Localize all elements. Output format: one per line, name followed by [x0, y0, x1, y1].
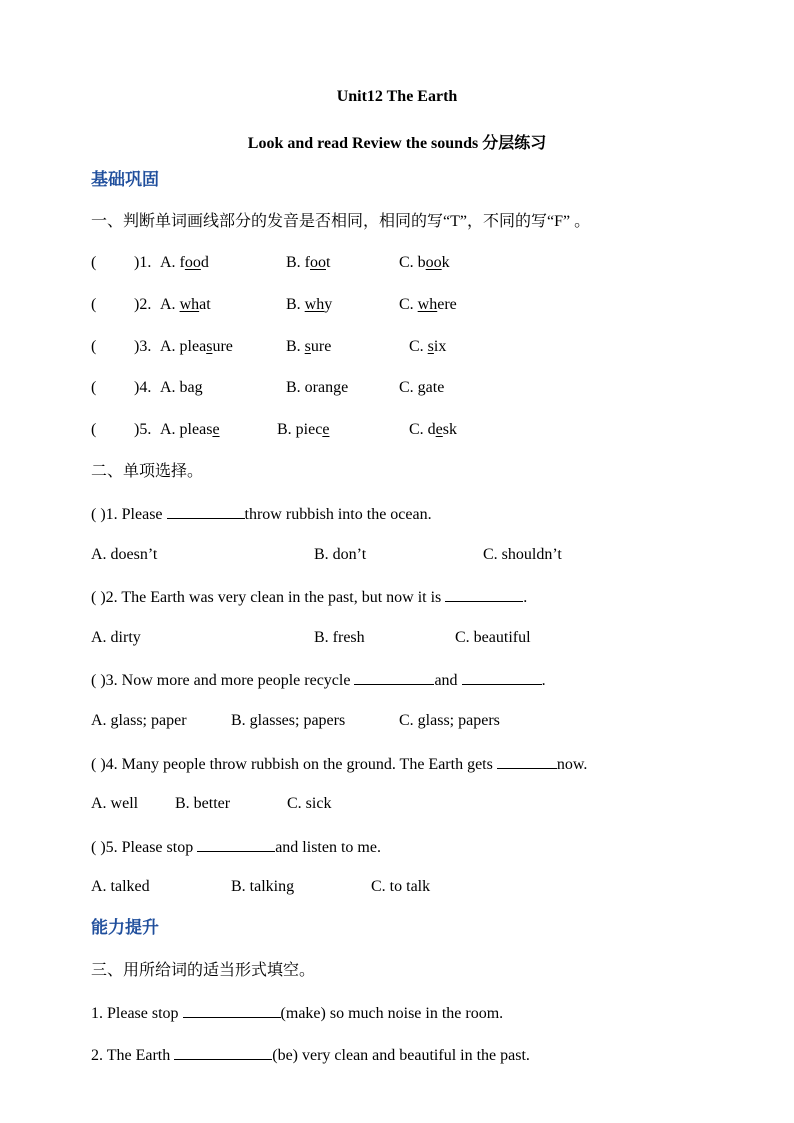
question-number: )3. — [134, 338, 152, 355]
mc-question-4: ( )4. Many people throw rubbish on the ground. The Earth gets now. — [91, 756, 588, 773]
question-number: )2. — [134, 296, 152, 313]
question-number: )4. — [134, 379, 152, 396]
answer-blank[interactable] — [174, 1045, 272, 1060]
option-c: C. sick — [287, 795, 332, 812]
option-a: A. dirty — [91, 629, 141, 646]
option-c: C. glass; papers — [399, 712, 500, 729]
option-b: B. sure — [286, 338, 332, 355]
mc-question-1: ( )1. Please throw rubbish into the ocean. — [91, 506, 432, 523]
option-a: A. pleasure — [160, 338, 233, 355]
answer-blank[interactable] — [497, 754, 557, 769]
option-c: C. desk — [409, 421, 458, 438]
section-heading-basic: 基础巩固 — [91, 170, 159, 189]
page-subtitle: Look and read Review the sounds 分层练习 — [247, 135, 547, 152]
part-one-instruction: 一、判断单词画线部分的发音是否相同，相同的写“T”，不同的写“F” 。 — [91, 213, 591, 230]
answer-paren: ( — [91, 379, 97, 396]
section-heading-advanced: 能力提升 — [91, 918, 159, 937]
option-c: C. shouldn’t — [483, 546, 562, 563]
option-b: B. glasses; papers — [231, 712, 346, 729]
question-number: )5. — [134, 421, 152, 438]
answer-blank[interactable] — [462, 670, 542, 685]
answer-blank[interactable] — [197, 837, 275, 852]
option-a: A. glass; paper — [91, 712, 187, 729]
option-a: A. doesn’t — [91, 546, 158, 563]
option-c: C. where — [399, 296, 457, 313]
option-b: B. orange — [286, 379, 349, 396]
option-b: B. why — [286, 296, 333, 313]
option-b: B. piece — [277, 421, 330, 438]
option-b: B. fresh — [314, 629, 365, 646]
fill-question-2: 2. The Earth (be) very clean and beautiful in the past. — [91, 1047, 530, 1064]
part-two-instruction: 二、单项选择。 — [91, 463, 204, 480]
answer-blank[interactable] — [354, 670, 434, 685]
option-a: A. well — [91, 795, 139, 812]
option-c: C. to talk — [371, 878, 431, 895]
answer-paren: ( — [91, 421, 97, 438]
option-b: B. better — [175, 795, 231, 812]
answer-blank[interactable] — [445, 587, 523, 602]
option-a: A. talked — [91, 878, 150, 895]
part-three-instruction: 三、用所给词的适当形式填空。 — [91, 962, 316, 979]
option-c: C. six — [409, 338, 447, 355]
option-a: A. please — [160, 421, 220, 438]
answer-blank[interactable] — [183, 1003, 281, 1018]
mc-question-5: ( )5. Please stop and listen to me. — [91, 839, 381, 856]
option-c: C. book — [399, 254, 450, 271]
option-c: C. beautiful — [455, 629, 531, 646]
option-a: A. bag — [160, 379, 203, 396]
option-b: B. foot — [286, 254, 331, 271]
answer-paren: ( — [91, 254, 97, 271]
answer-paren: ( — [91, 296, 97, 313]
option-b: B. talking — [231, 878, 295, 895]
fill-question-1: 1. Please stop (make) so much noise in the room. — [91, 1005, 504, 1022]
answer-paren: ( — [91, 338, 97, 355]
option-a: A. food — [160, 254, 209, 271]
option-b: B. don’t — [314, 546, 367, 563]
question-number: )1. — [134, 254, 152, 271]
mc-question-2: ( )2. The Earth was very clean in the past, but now it is . — [91, 589, 528, 606]
mc-question-3: ( )3. Now more and more people recycle and . — [91, 672, 546, 689]
option-a: A. what — [160, 296, 211, 313]
page-title: Unit12 The Earth — [336, 88, 458, 105]
answer-blank[interactable] — [167, 504, 245, 519]
option-c: C. gate — [399, 379, 445, 396]
